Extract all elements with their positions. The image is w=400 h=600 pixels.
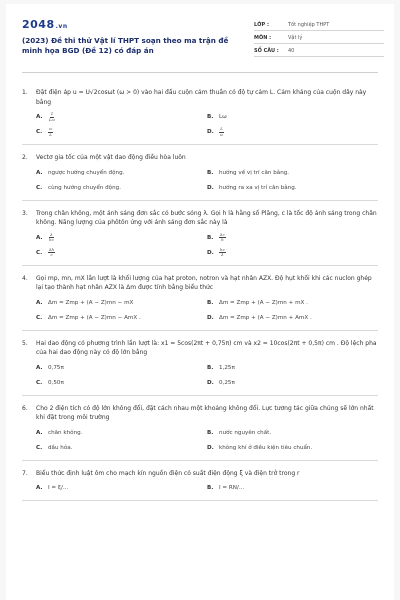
option-text: Δm = Zmp + (A − Z)mn + mX . — [219, 299, 308, 306]
answer-options — [22, 233, 378, 258]
fraction-numerator: L — [220, 126, 223, 131]
answer-option[interactable] — [207, 168, 378, 178]
question-text — [22, 274, 378, 293]
question-stem: Cho 2 điện tích có độ lớn không đổi, đặt cách nhau một khoảng không đổi. Lực tương tác giữa chúng sẽ lớn nhất khi đặt trong môi trường — [36, 404, 374, 421]
answer-option[interactable] — [36, 112, 207, 122]
option-text: Δm = Zmp + (A − Z)mn + AmX . — [219, 314, 312, 321]
answer-option[interactable] — [207, 428, 378, 438]
exam-meta — [254, 18, 384, 57]
question-number: 6. — [22, 404, 28, 412]
answer-options — [22, 483, 378, 493]
answer-option[interactable] — [36, 483, 207, 493]
answer-option[interactable] — [207, 483, 378, 493]
question-text — [22, 209, 378, 228]
option-text: 0,25π — [219, 379, 235, 386]
question-text — [22, 339, 378, 358]
option-text: dầu hỏa. — [48, 444, 73, 451]
option-label: A. — [36, 299, 43, 306]
option-text: cùng hướng chuyển động. — [48, 184, 121, 191]
option-fraction — [48, 127, 53, 137]
meta-key: MÔN : — [254, 35, 272, 41]
fraction-denominator: hc — [49, 237, 54, 242]
option-label: A. — [36, 169, 43, 176]
meta-row — [254, 31, 384, 44]
answer-option[interactable] — [36, 428, 207, 438]
option-fraction — [48, 112, 56, 122]
answer-options — [22, 428, 378, 453]
question-item — [22, 461, 378, 502]
option-label: B. — [207, 364, 214, 371]
site-logo[interactable]: 2048.vn — [22, 18, 68, 31]
option-text: Δm = Zmp + (A − Z)mn − mX — [48, 299, 134, 306]
answer-option[interactable] — [36, 363, 207, 373]
question-text — [22, 469, 378, 479]
question-item — [22, 331, 378, 396]
option-text: 0,50π — [48, 379, 64, 386]
option-label: C. — [36, 444, 43, 451]
meta-value: 40 — [288, 48, 295, 54]
question-stem: Đặt điện áp u = U√2cosωt (ω > 0) vào hai đầu cuộn cảm thuần có độ tự cảm L. Cảm kháng của cuộn dây này bằng — [36, 89, 367, 106]
answer-option[interactable] — [36, 313, 207, 323]
option-fraction — [219, 248, 226, 258]
meta-value: Tốt nghiệp THPT — [288, 22, 330, 28]
option-label: C. — [36, 314, 43, 321]
question-stem: Vectơ gia tốc của một vật dao động điều hòa luôn — [36, 154, 186, 161]
answer-option[interactable] — [207, 363, 378, 373]
option-text: I = RN/… — [219, 485, 245, 491]
option-text: không khí ở điều kiện tiêu chuẩn. — [219, 444, 313, 451]
question-text — [22, 404, 378, 423]
answer-option[interactable] — [207, 298, 378, 308]
option-label: B. — [207, 485, 214, 491]
question-number: 2. — [22, 154, 28, 161]
option-label: D. — [207, 129, 214, 135]
answer-options — [22, 298, 378, 323]
document-page — [6, 4, 394, 600]
option-label: A. — [36, 429, 43, 436]
fraction-denominator: L — [49, 131, 52, 137]
question-list — [22, 80, 378, 501]
fraction-numerator: 1 — [50, 111, 54, 116]
question-item — [22, 266, 378, 331]
header-divider — [22, 72, 378, 73]
option-label: D. — [207, 184, 214, 191]
question-number: 7. — [22, 469, 28, 477]
option-label: A. — [36, 114, 43, 120]
option-label: C. — [36, 129, 43, 135]
answer-option[interactable] — [36, 168, 207, 178]
option-text: 1,25π — [219, 364, 235, 371]
question-stem: Trong chân không, một ánh sáng đơn sắc có bước sóng λ. Gọi h là hằng số Plăng, c là tốc độ ánh sáng trong chân không. Năng lượng của phôtôn ứng với ánh sáng đơn sắc này là — [36, 209, 377, 226]
option-text: ngược hướng chuyển động. — [48, 169, 125, 176]
question-number: 3. — [22, 209, 28, 217]
option-text: Δm = Zmp + (A − Z)mn − AmX . — [48, 314, 141, 321]
meta-key: SỐ CÂU : — [254, 48, 279, 54]
answer-option[interactable] — [207, 127, 378, 137]
question-text — [22, 88, 378, 107]
answer-option[interactable] — [36, 298, 207, 308]
answer-option[interactable] — [207, 443, 378, 453]
option-label: B. — [207, 429, 214, 436]
option-label: D. — [207, 249, 214, 256]
meta-key: LỚP : — [254, 22, 269, 28]
answer-options — [22, 363, 378, 388]
fraction-denominator: h — [221, 237, 224, 242]
answer-options — [22, 112, 378, 137]
option-label: B. — [207, 169, 214, 176]
question-text — [22, 153, 378, 163]
question-stem: Hai dao động có phương trình lần lượt là: x1 = 5cos(2πt + 0,75π) cm và x2 = 10cos(2πt + 0,5π) cm . Độ lệch pha của hai dao động này có độ lớn bằng — [36, 339, 377, 356]
answer-option[interactable] — [36, 378, 207, 388]
answer-options — [22, 168, 378, 193]
answer-option[interactable] — [207, 233, 378, 243]
answer-option[interactable] — [36, 443, 207, 453]
question-stem: Gọi mp, mn, mX lần lượt là khối lượng của hạt proton, notron và hạt nhân AZX. Độ hụt khối khi các nuclon ghép lại tạo thành hạt nhân AZX là Δm được tính bằng biểu thức — [36, 274, 372, 291]
question-item — [22, 396, 378, 461]
option-text: nước nguyên chất. — [219, 429, 272, 436]
option-text: hướng ra xa vị trí cân bằng. — [219, 184, 297, 191]
option-label: B. — [207, 234, 214, 241]
option-fraction — [48, 248, 55, 258]
option-label: C. — [36, 379, 43, 386]
answer-option[interactable] — [36, 127, 207, 137]
document-title: (2023) Đề thi thử Vật lí THPT soạn theo ma trận đề minh họa BGD (Đề 12) có đáp án — [22, 36, 229, 55]
fraction-denominator: Lω — [49, 116, 55, 122]
option-fraction — [48, 233, 55, 243]
answer-option[interactable] — [207, 112, 378, 122]
fraction-numerator: λ — [50, 231, 53, 237]
option-text: 0,75π — [48, 364, 64, 371]
option-label: C. — [36, 184, 43, 191]
question-item — [22, 145, 378, 201]
option-label: A. — [36, 234, 43, 241]
answer-option[interactable] — [36, 183, 207, 193]
answer-option[interactable] — [207, 248, 378, 258]
option-fraction — [219, 127, 224, 137]
question-number: 1. — [22, 89, 28, 96]
question-number: 5. — [22, 339, 28, 347]
answer-option[interactable] — [207, 183, 378, 193]
option-label: C. — [36, 249, 43, 256]
option-fraction — [219, 233, 226, 243]
fraction-denominator: c — [50, 252, 53, 257]
question-stem: Biểu thức định luật ôm cho mạch kín nguồn điện có suất điện động ξ và điện trở trong r — [36, 469, 300, 477]
fraction-numerator: ω — [49, 126, 53, 131]
answer-option[interactable] — [36, 233, 207, 243]
fraction-numerator: hc — [220, 246, 225, 252]
option-label: D. — [207, 314, 214, 321]
option-text: chân không. — [48, 429, 83, 436]
meta-value: Vật lý — [288, 35, 303, 41]
meta-row — [254, 18, 384, 31]
question-item — [22, 201, 378, 266]
question-number: 4. — [22, 274, 28, 282]
option-text: hướng về vị trí cân bằng. — [219, 169, 290, 176]
option-label: D. — [207, 444, 214, 451]
option-text: I = ξ/… — [48, 485, 69, 491]
answer-option[interactable] — [207, 313, 378, 323]
document-header — [6, 4, 394, 66]
option-label: B. — [207, 299, 214, 306]
fraction-numerator: λh — [49, 246, 55, 252]
meta-row — [254, 44, 384, 57]
option-label: A. — [36, 485, 43, 491]
option-label: D. — [207, 379, 214, 386]
option-text: Lω — [219, 114, 227, 120]
answer-option[interactable] — [36, 248, 207, 258]
option-label: A. — [36, 364, 43, 371]
question-item — [22, 80, 378, 145]
fraction-numerator: λc — [220, 231, 225, 237]
fraction-denominator: λ — [221, 252, 224, 257]
fraction-denominator: ω — [220, 131, 224, 137]
option-label: B. — [207, 114, 214, 120]
answer-option[interactable] — [207, 378, 378, 388]
